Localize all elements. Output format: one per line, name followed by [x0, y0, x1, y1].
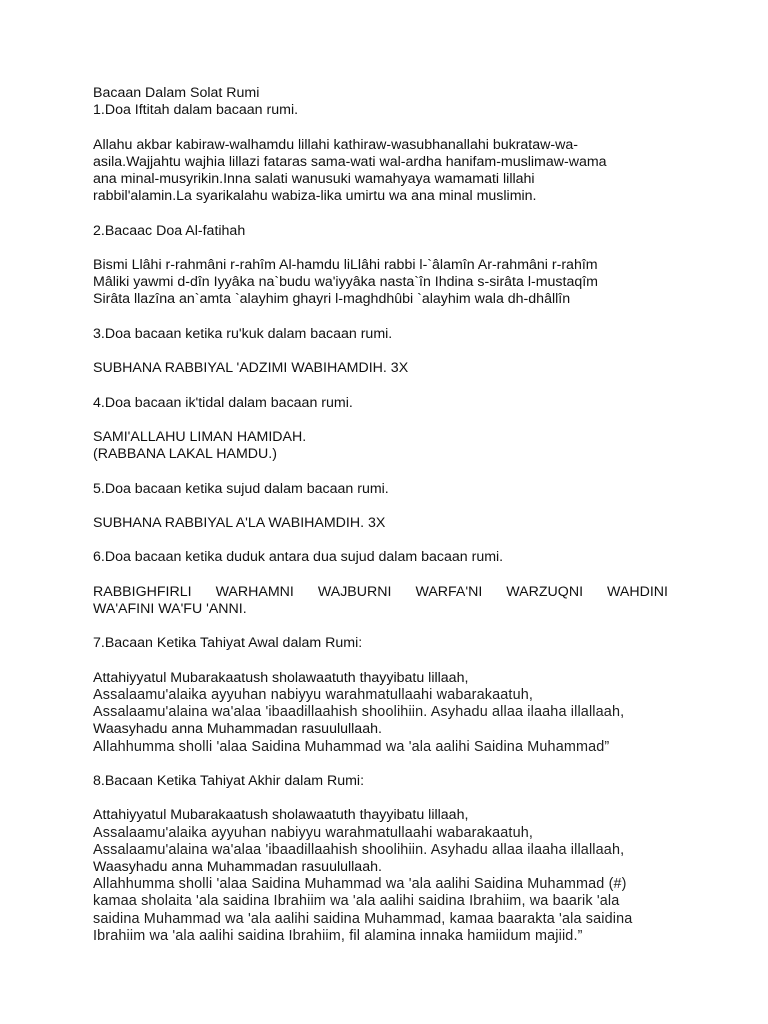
section-6: [93, 549, 668, 566]
section-7-line-4: Waasyhadu anna Muhammadan rasuulullaah.: [93, 721, 382, 738]
section-7-line-3: Assalaamu'alaina wa'alaa 'ibaadillaahish shoolihiin. Asyhadu allaa ilaaha illallaah,: [93, 704, 625, 721]
section-3-heading: 3.Doa bacaan ketika ru'kuk dalam bacaan rumi.: [93, 325, 393, 342]
section-6-heading: 6.Doa bacaan ketika duduk antara dua sujud dalam bacaan rumi.: [93, 549, 504, 566]
section-5: [93, 481, 668, 498]
section-6-line-2: WA'AFINI WA'FU 'ANNI.: [93, 600, 247, 617]
section-8-line-8: Ibrahiim wa 'ala aalihi saidina Ibrahiim, fil alamina innaka hamiidum majiid.”: [93, 927, 583, 944]
section-2-heading: 2.Bacaac Doa Al-fatihah: [93, 222, 246, 239]
section-7: [93, 635, 668, 652]
document-title: Bacaan Dalam Solat Rumi: [93, 85, 260, 101]
section-4-body: [93, 429, 668, 463]
section-8-line-6: kamaa sholaita 'ala saidina Ibrahiim wa 'ala aalihi saidina Ibrahiim, wa baarik 'ala: [93, 893, 620, 910]
document-header: [93, 85, 668, 119]
section-7-line-2: Assalaamu'alaika ayyuhan nabiyyu warahmatullaahi wabarakaatuh,: [93, 686, 534, 703]
section-5-heading: 5.Doa bacaan ketika sujud dalam bacaan rumi.: [93, 480, 389, 497]
section-4-heading: 4.Doa bacaan ik'tidal dalam bacaan rumi.: [93, 394, 353, 411]
section-8-heading: 8.Bacaan Ketika Tahiyat Akhir dalam Rumi:: [93, 772, 365, 789]
section-4: [93, 395, 668, 412]
section-3: [93, 326, 668, 343]
section-4-line-2: (RABBANA LAKAL HAMDU.): [93, 446, 277, 463]
section-1-line-2: asila.Wajjahtu wajhia lillazi fataras sama-wati wal-ardha hanifam-muslimaw-wama: [93, 153, 607, 170]
section-1-line-4: rabbil'alamin.La syarikalahu wabiza-lika umirtu wa ana minal muslimin.: [93, 188, 537, 205]
section-8-line-1: Attahiyyatul Mubarakaatush sholawaatuth thayyibatu lillaah,: [93, 807, 469, 824]
section-2-line-1: Bismi Llâhi r-rahmâni r-rahîm Al-hamdu liLlâhi rabbi l-`âlamîn Ar-rahmâni r-rahîm: [93, 256, 598, 273]
section-8-line-4: Waasyhadu anna Muhammadan rasuulullaah.: [93, 858, 382, 875]
section-1-heading: 1.Doa Iftitah dalam bacaan rumi.: [93, 102, 299, 119]
section-1-line-3: ana minal-musyrikin.Inna salati wanusuki wamahyaya wamamati lillahi: [93, 171, 535, 187]
section-2-line-2: Mâliki yawmi d-dîn Iyyâka na`budu wa'iyyâka nasta`în Ihdina s-sirâta l-mustaqîm: [93, 274, 598, 291]
section-1-line-1: Allahu akbar kabiraw-walhamdu lillahi kathiraw-wasubhanallahi bukrataw-wa-: [93, 136, 578, 153]
section-7-line-1: Attahiyyatul Mubarakaatush sholawaatuth thayyibatu lillaah,: [93, 669, 469, 686]
section-8-line-7: saidina Muhammad wa 'ala aalihi saidina Muhammad, kamaa baarakta 'ala saidina: [93, 910, 633, 927]
section-7-body: [93, 670, 668, 756]
section-8-line-3: Assalaamu'alaina wa'alaa 'ibaadillaahish shoolihiin. Asyhadu allaa ilaaha illallaah,: [93, 841, 625, 858]
section-8-body: [93, 807, 668, 945]
section-3-body: [93, 360, 668, 377]
section-6-body: [93, 584, 668, 618]
section-6-line-1: RABBIGHFIRLI WARHAMNI WAJBURNI WARFA'NI WARZUQNI WAHDINI: [93, 583, 668, 600]
section-7-line-5: Allahhumma sholli 'alaa Saidina Muhammad wa 'ala aalihi Saidina Muhammad”: [93, 738, 610, 755]
section-7-heading: 7.Bacaan Ketika Tahiyat Awal dalam Rumi:: [93, 635, 363, 652]
section-2-line-3: Sirâta llazîna an`amta `alayhim ghayri l-maghdhûbi `alayhim wala dh-dhâllîn: [93, 291, 571, 308]
section-8-line-2: Assalaamu'alaika ayyuhan nabiyyu warahmatullaahi wabarakaatuh,: [93, 824, 534, 841]
section-5-line-1: SUBHANA RABBIYAL A'LA WABIHAMDIH. 3X: [93, 514, 386, 531]
section-5-body: [93, 515, 668, 532]
section-2: [93, 223, 668, 240]
section-4-line-1: SAMI'ALLAHU LIMAN HAMIDAH.: [93, 428, 307, 445]
section-1-body: [93, 137, 668, 206]
section-2-body: [93, 257, 668, 309]
section-8-line-5: Allahhumma sholli 'alaa Saidina Muhammad wa 'ala aalihi Saidina Muhammad (#): [93, 876, 627, 893]
section-8: [93, 773, 668, 790]
section-3-line-1: SUBHANA RABBIYAL 'ADZIMI WABIHAMDIH. 3X: [93, 360, 409, 377]
